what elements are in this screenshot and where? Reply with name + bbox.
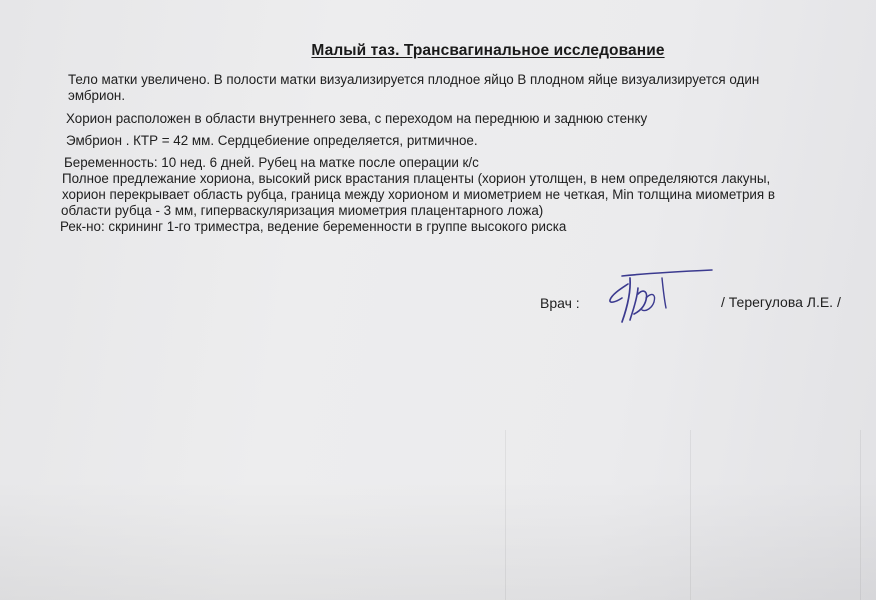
text-line: Тело матки увеличено. В полости матки визуализируется плодное яйцо В плодном яйце визуализируется один (68, 72, 760, 87)
text-line: Рек-но: скрининг 1-го триместра, ведение беременности в группе высокого риска (60, 219, 567, 234)
text-line: хорион перекрывает область рубца, граница между хорионом и миометрием не четкая, Min толщина миометрия в (62, 187, 775, 202)
text-line: области рубца - 3 мм, гиперваскуляризация миометрия плацентарного ложа) (61, 203, 544, 218)
handwritten-signature (600, 264, 720, 328)
text-line: Хорион расположен в области внутреннего зева, с переходом на переднюю и заднюю стенку (66, 111, 648, 126)
text-line: Беременность: 10 нед. 6 дней. Рубец на матке после операции к/с (64, 155, 479, 170)
paper-fold (690, 430, 691, 600)
paper-shadow (0, 480, 876, 600)
text-line: Эмбрион . КТР = 42 мм. Сердцебиение определяется, ритмичное. (66, 133, 478, 148)
document-title: Малый таз. Трансвагинальное исследование (311, 42, 665, 59)
doctor-name: / Терегулова Л.Е. / (721, 294, 841, 310)
paper-fold (860, 430, 861, 600)
paper-fold (505, 430, 506, 600)
text-line: эмбрион. (68, 88, 126, 103)
text-line: Полное предлежание хориона, высокий риск врастания плаценты (хорион утолщен, в нем определяются лакуны, (62, 171, 771, 186)
doctor-label: Врач : (540, 295, 580, 311)
